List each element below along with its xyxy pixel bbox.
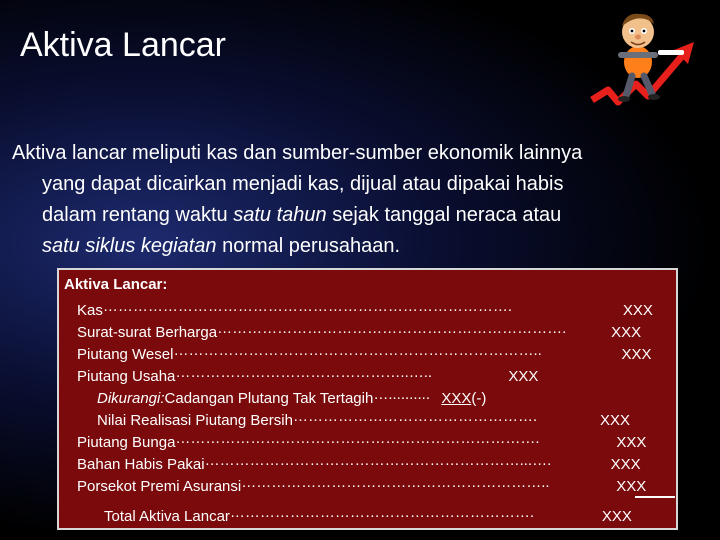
asset-row-kas [77, 298, 653, 319]
paragraph-line-3 [12, 200, 700, 231]
row-amount: XXX [601, 508, 632, 525]
row-label: Cadangan Plutang Tak Tertagih [164, 390, 374, 407]
asset-row-porsekot [77, 474, 646, 495]
row-suffix: (-) [471, 390, 487, 407]
asset-row-piutang-usaha [77, 364, 538, 385]
row-leader-dots: ……………………………………………………. [229, 504, 535, 521]
emphasis-satu-siklus-kegiatan: satu siklus kegiatan [42, 235, 217, 257]
businessman-rising-arrow-icon [578, 4, 702, 114]
asset-row-piutang-wesel [77, 342, 651, 363]
row-amount: XXX [508, 368, 539, 385]
row-leader-dots: ………………………………………………………………. [175, 430, 540, 447]
row-label: Total Aktiva Lancar [104, 508, 230, 525]
row-label: Kas [77, 302, 103, 319]
definition-paragraph [12, 138, 700, 262]
row-leader-dots: …………………………………………………….. [241, 474, 550, 491]
row-label: Piutang Wesel [77, 346, 174, 363]
row-label: Nilai Realisasi Piutang Bersih [97, 412, 293, 429]
paragraph-text: normal perusahaan. [216, 235, 400, 257]
asset-row-surat-berharga [77, 320, 641, 341]
asset-row-piutang-bunga [77, 430, 646, 451]
asset-row-nilai-realisasi [97, 408, 630, 429]
row-label: Porsekot Premi Asuransi [77, 478, 242, 495]
total-underline [635, 496, 675, 498]
row-label: Bahan Habis Pakai [77, 456, 205, 473]
row-label: Surat-surat Berharga [77, 324, 218, 341]
current-assets-box [57, 268, 678, 530]
paragraph-line-4 [12, 231, 700, 262]
row-amount: XXX [441, 390, 472, 407]
row-amount: XXX [616, 478, 647, 495]
row-leader-dots: ….......... [373, 386, 430, 403]
asset-row-bahan-habis-pakai [77, 452, 641, 473]
paragraph-line-2: yang dapat dicairkan menjadi kas, dijual atau dipakai habis [42, 173, 564, 195]
row-leader-dots: ………………………………………..….. [175, 364, 433, 381]
paragraph-text: sejak tanggal neraca atau [326, 204, 562, 226]
slide-title: Aktiva Lancar [20, 26, 226, 64]
row-label-emphasis: Dikurangi: [97, 390, 165, 407]
row-amount: XXX [621, 346, 652, 363]
row-amount: XXX [622, 302, 653, 319]
row-amount: XXX [616, 434, 647, 451]
emphasis-satu-tahun: satu tahun [233, 204, 327, 226]
paragraph-text: dalam rentang waktu [42, 204, 234, 226]
row-leader-dots: ……………………………………………………………….. [173, 342, 542, 359]
row-amount: XXX [599, 412, 630, 429]
row-leader-dots: …………………………………………. [292, 408, 538, 425]
paragraph-line-1: Aktiva lancar meliputi kas dan sumber-sumber ekonomik lainnya [12, 142, 583, 164]
row-leader-dots: ………………………………………………………...…. [204, 452, 552, 469]
box-heading: Aktiva Lancar: [64, 276, 168, 293]
row-leader-dots: ………………………………………………………………………. [102, 298, 513, 315]
row-leader-dots: ……………………………………………………………. [217, 320, 567, 337]
asset-row-dikurangi-cadangan [97, 386, 486, 407]
row-amount: XXX [610, 456, 641, 473]
row-label: Piutang Bunga [77, 434, 176, 451]
row-label: Piutang Usaha [77, 368, 176, 385]
asset-row-total [104, 504, 632, 525]
row-amount: XXX [611, 324, 642, 341]
